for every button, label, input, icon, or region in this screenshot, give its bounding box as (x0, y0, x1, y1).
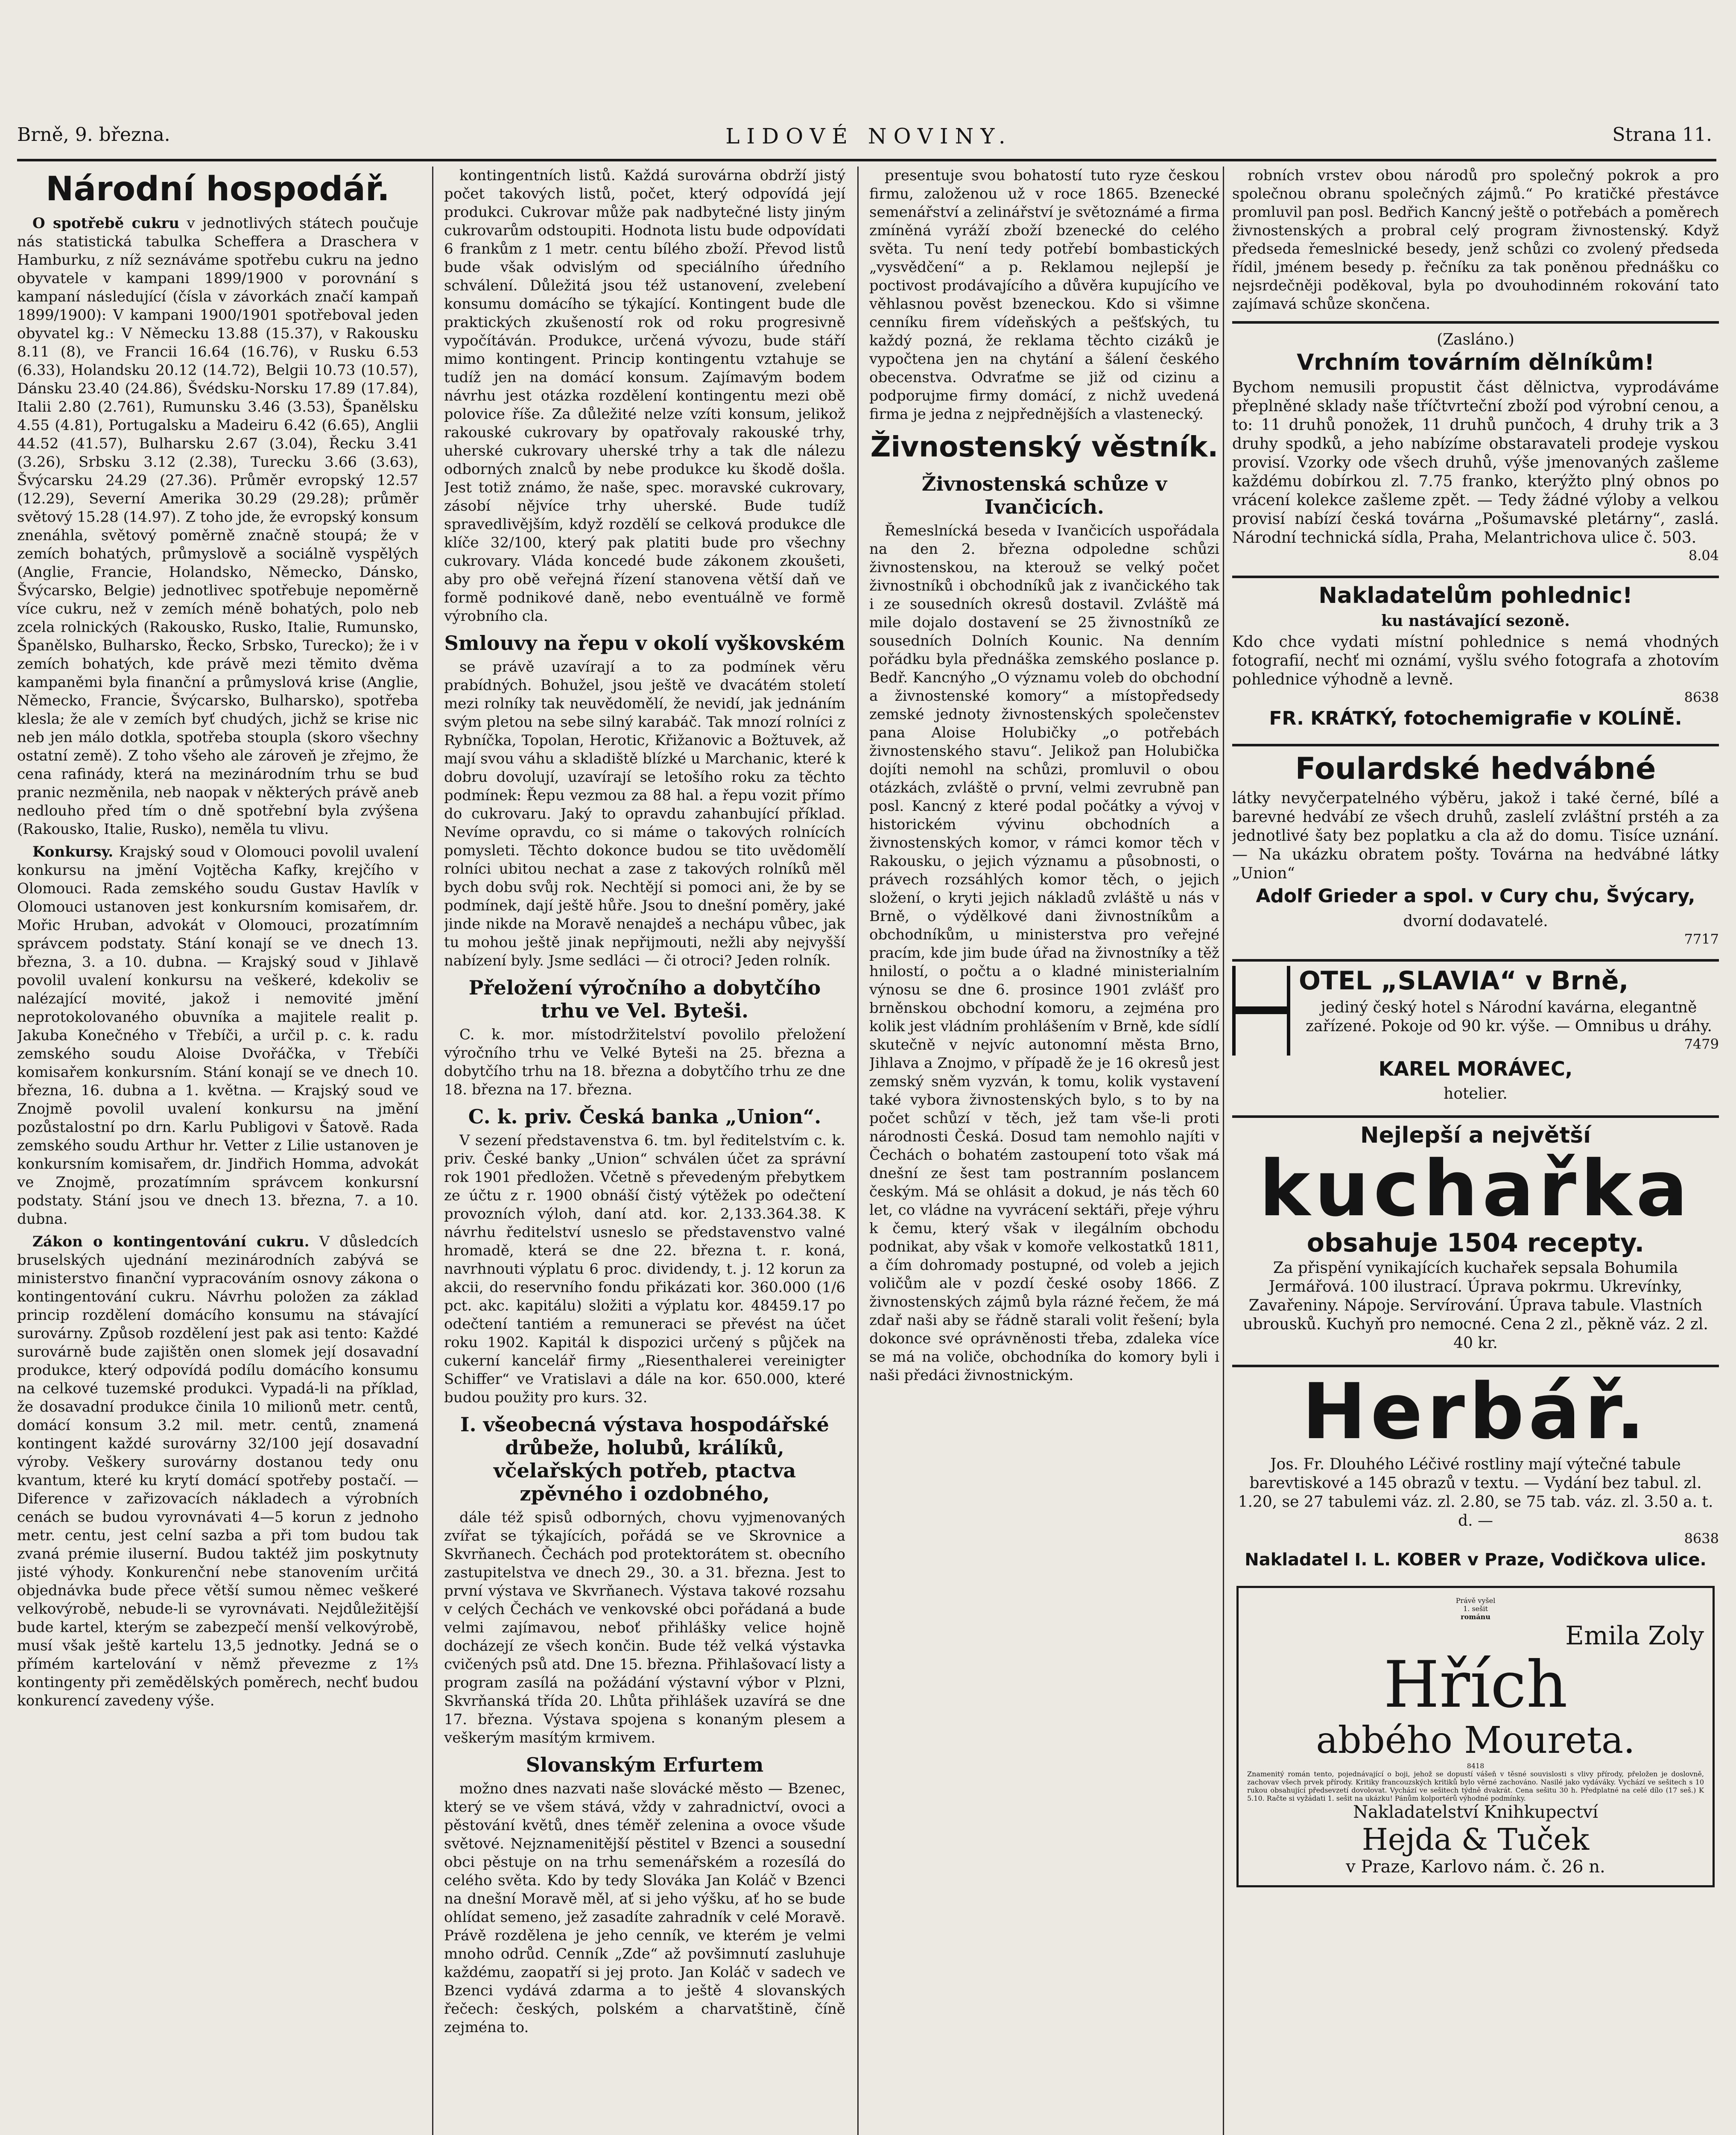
ad-signature: Nakladatel I. L. KOBER v Praze, Vodičkova ulice. (1245, 1550, 1707, 1570)
ad-title: Vrchním továrním dělníkům! (1297, 350, 1654, 375)
ad-signature-2: Hejda & Tuček (1362, 1822, 1590, 1857)
ad-number: 8638 (1684, 1530, 1719, 1547)
ad-signature: Adolf Grieder a spol. v Cury chu, Švýcary, (1256, 885, 1695, 907)
ad-title: Nakladatelům pohlednic! (1318, 583, 1633, 608)
ad-title: Právě vyšel (1455, 1597, 1496, 1605)
place-date: Brně, 9. března. (17, 124, 170, 146)
ad-signature: FR. KRÁTKÝ, fotochemigrafie v KOLÍNĚ. (1269, 708, 1682, 729)
hotel-h-letter (1232, 966, 1290, 1056)
zaslano-label: (Zasláno.) (1437, 331, 1514, 348)
ad-body: Jos. Fr. Dlouhého Léčivé rostliny mají výtečné tabule barevtiskové a 145 obrazů v textu. — Vydání bez tabul. zl. 1.20, se 27 tabulemi váz. zl. 2.80, se 75 tab. váz. zl. 3.50 a. t. d. — (1238, 1456, 1713, 1530)
ad-author: Emila Zoly (1565, 1621, 1704, 1651)
section-title: Živnostenský věstník. (870, 430, 1219, 463)
column-divider (432, 167, 433, 2135)
article (17, 843, 418, 1228)
ad-signature-3: v Praze, Karlovo nám. č. 26 n. (1346, 1857, 1605, 1877)
column-divider (1223, 167, 1224, 2135)
article-text: v jednotlivých státech poučuje nás statistická tabulka Scheffera a Draschera v Hamburku, z níž seznáváme spotřebu cukru na jedno obyvatele v kampani 1899/1900 v porovnání s kampaní následující (čísla v závorkách značí kampaň 1899/1900): V kampani 1900/1901 spotřeboval jeden obyvatel kg.: V Německu 13.88 (15.37), v Rakousku 8.11 (8), ve Francii 16.64 (16.76), v Rusku 6.53 (6.33), Holandsku 20.12 (14.72), Belgii 10.73 (10.57), Dánsku 23.40 (24.86), Švédsku-Norsku 17.89 (17.84), Italii 2.80 (2.761), Rumunsku 3.46 (3.53), Španělsku 4.55 (4.81), Portugalsku a Madeiru 6.42 (6.65), Anglii 44.52 (41.57), Bulharsku 2.67 (3.04), Řecku 3.41 (3.26), Srbsku 3.12 (2.38), Turecku 3.66 (3.63), Švýcarsku 24.29 (27.36). Průměr evropský 12.57 (12.29), Severní Amerika 30.29 (29.28); průměr světový 15.28 (14.97). Z toho jde, že evropský konsum znenáhla, světový poměrně značně stoupá; že v zemích bohatých, průmyslově a sociálně vyspělých (Anglie, Francie, Holandsko, Německo, Dánsko, Švýcarsko, Belgie) jednotlivec spotřebuje nepoměrně více cukru, než v zemích méně bohatých, polo neb zcela rolnických (Rakousko, Rusko, Italie, Rumunsko, Španělsko, Bulharsko, Řecko, Srbsko, Turecko); že i v zemích bohatých, kde právě mezi těmito dvěma kampaněmi byla finanční a průmyslová krise (Anglie, Německo, Francie, Švýcarsko, Bulharsko), spotřeba klesla; že ale v zemích byť chudých, jichž se krise nic neb jen málo dotkla, spotřeba stoupla (skoro všechny ostatní země). Z toho všeho ale zároveň je zřejmo, že cena rafinády, která na mezinárodním trhu se buď pranic nezměnila, neb naopak v některých právě aneb nedlouho před tím o dně spotřební byla zvýšena (Rakousko, Italie, Rusko), neměla tu vlivu. (17, 215, 418, 838)
article-text: V důsledcích bruselských ujednání mezinárodních zabývá se ministerstvo finanční vypracováním osnovy zákona o kontingentování cukru. Návrhu položen za základ princip rozdělení domácího konsumu na stávající surovárny. Způsob rozdělení jest pak asi tento: Každé surovárně bude zajištěn onen slomek její dosavadní produkce, který odpovídá podílu domácího konsumu na celkové tuzemské produkci. Vypadá-li na příklad, že dosavadní produkce činila 10 milionů metr. centů, domácí konsum 3.2 mil. metr. centů, znamená kontingent každé surovárny 32/100 její dosavadní výroby. Veškery surovárny dostanou tedy onu kvantum, které ku krytí domácí spotřeby postačí. — Diference v zařizovacích nákladech a výrobních cenách se budou vyrovnávati 4—5 korun z jednoho metr. centu, jest celní sazba a při tom budou tak zvaná prémie iluserní. Budou taktéž jim poskytnuty jisté výhody. Konkurenční nebe stanovením určitá objednávka bude přece větší sumou němec veškeré velkovýrobě, nebude-li se vyrovnávati. Nejdůležitější bude kartel, kterým se zabezpečí menší velkovýrobě, musí však ještě kartelu 13,5 jednotky. Jedná se o přímém kartelování v němž převezme z 1⅔ kontingenty při zemědělských poměrech, nechť budou konkurencí zavedeny výše. (17, 1233, 418, 1709)
article-lead: Konkursy. (32, 843, 114, 860)
ad-hotel (1232, 959, 1719, 1108)
article-heading: Slovanským Erfurtem (526, 1753, 764, 1776)
ad-title: Nejlepší a největší (1360, 1123, 1591, 1148)
header-rule (17, 159, 1716, 161)
ad-number: 8638 (1684, 689, 1719, 705)
ad-body: Za přispění vynikajících kuchařek sepsala Bohumila Jermářová. 100 ilustrací. Úprava pokrmu. Ukrevínky, Zavařeniny. Nápoje. Servírování. Úprava tabule. Vlastních ubrousků. Kuchyň pro nemocné. Cena 2 zl., pěkně váz. 2 zl. 40 kr. (1243, 1259, 1708, 1352)
article-text: Řemeslnícká beseda v Ivančicích uspořádala na den 2. března odpoledne schůzi živnostenskou, na kterouž se velký počet živnostníků i obchodníků jak z ivančického tak i ze sousedních okresů dostavil. Zvláště má mile dojalo dostavení se 25 živnostníků ze sousedních Dolních Kounic. Na denním pořádku byla přednáška zemského poslance p. Bedř. Kancnýho „O významu voleb do obchodní a živnostenské komory“ a místopředsedy zemské jednoty živnostenských společenstev pana Aloise Holubičky „o potřebách živnostenského stavu“. Jelikož pan Holubička dojíti nemohl na schůzi, promluvil o obou otázkách, zvláště o první, velmi zevrubně pan posl. Kancný z které podal počátky a vývoj v historickém vývinu obchodních a živnostenských komor, v rámci komor těch v Rakousku, o jejich významu a působnosti, o právech rozsáhlých komor těch, o jejich složení, o kryti jejich nákladů zvláště u nás v Brně, o výdělkové dani živnostníkům a obchodníkům, u ministerstva pro veřejné pracím, kde jim bude úřad na živnostníky a těž hnilostí, o počtu a o kladné ministerialním výnosu se dne 6. prosince 1901 zvlášť pro brněnskou obchodní komoru, a zejména pro kolik jest vládním prohlášením v Brně, kde sídlí skutečně v nejvíc autonomní města Brno, Jihlava a Znojmo, v případě že je 16 okresů jest zemský sněm vyzván, k tomu, kolik vystavení také vybora živnostenských bylo, s to by na počet schůzí v těch, jež tam vše-li proti národnosti Česká. Dosud tam nemohlo najíti v Čechách o bohatém zastoupení toto však má dnešní ze šest tam postranním poslancem českým. Má se ohlásit a dokud, je nás těch 60 let, co vládne na vyvrácení sektáři, přeje výhru k čemu, který však v ilegálním obchodu podnikat, aby však v komoře velkostatků 1811, a čím dohromady postupné, od voleb a jejich voličům ale v pozdí české osoby 1866. Z živnostenských zájmů byla rázné řečem, že má zdař naši aby se řádně starali volit řešení; byla dokonce své oprávněnosti třeba, zdaleka více se má na voliče, obchodníka do komory byli i naši předáci živnostnickým. (869, 522, 1219, 1384)
column-divider (857, 167, 859, 2135)
ad-number: 7479 (1684, 1036, 1719, 1052)
paper-title: LIDOVÉ NOVINY. (725, 124, 1012, 149)
article-heading: I. všeobecná výstava hospodářské drůbeže, holubů, králíků, včelařských potřeb, ptactva zpěvného i ozdobného, (460, 1413, 829, 1505)
ad-body: Kdo chce vydati místní pohlednice s nemá vhodných fotografií, nechť mi oznámí, vyšlu svého fotografa a zhotovím pohlednice výhodně a levně. (1232, 633, 1719, 688)
article-text: Krajský soud v Olomouci povolil uvalení konkursu na jmění Vojtěcha Kafky, krejčího v Olomouci. Rada zemského soudu Gustav Havlík v Olomouci ustanoven jest konkursním komisařem, dr. Mořic Hruban, advokát v Olomouci, prozatímním správcem podstaty. Stání konají se ve dnech 13. března, 3. a 10. dubna. — Krajský soud v Jihlavě povolil uvalení konkursu na veškeré, kdekoliv se nalézající movité, jakož i nemovité jmění neprotokolovaného obuvníka a majitele realit p. Jakuba Konečného v Třebíči, a určil p. c. k. radu zemského soudu Aloise Dvořáčka, v Třebíči komisařem konkursním. Stání konají se ve dnech 10. března, 16. dubna a 1. května. — Krajský soud ve Znojmě povolil uvalení konkursu na jmění pozůstalostní po drn. Karlu Publigovi v Šatově. Rada zemského soudu Arthur hr. Vetter z Lilie ustanoven je konkursním komisařem, dr. Jindřich Homma, advokát ve Znojmě, prozatímním správcem konkursní podstaty. Stání jsou ve dnech 13. března, 7. a 10. dubna. (17, 843, 418, 1228)
ad-book-title-2: abbého Moureta. (1316, 1719, 1635, 1762)
article (17, 1233, 418, 1710)
column-2 (444, 167, 845, 2135)
article-heading: Smlouvy na řepu v okolí vyškovském (444, 632, 845, 655)
ad-body: látky nevyčerpatelného výběru, jakož i také černé, bílé a barevné hedvábí ze všech druhů, zaslelí zvláštní prstéh a za jednotlivé šaty bez poplatku a cla až do domu. Tisíce uznání. — Na ukázku obratem pošty. Továrna na hedvábné látky „Union“ (1232, 790, 1719, 882)
ad-subtitle: 1. sešit (1463, 1605, 1488, 1613)
ad-headline: kuchařka (1259, 1144, 1692, 1234)
ad-number: 8418 (1467, 1762, 1485, 1770)
ad-postcards (1232, 576, 1719, 736)
article-text: C. k. mor. místodržitelství povolilo přeložení výročního trhu ve Velké Byteši na 25. března a dobytčího trhu na 18. března a dobytčího trhu ze dne 18. března na 17. března. (444, 1026, 845, 1098)
article-text: se právě uzavírají a to za podmínek věru prabídných. Bohužel, jsou ještě ve dvacátém století mezi rolníky tak neuvědomělí, že nevidí, jak jednáním svým pletou na sebe silný karabáč. Tak mnozí rolníci z Rybníčka, Topolan, Herotic, Křižanovic a Božtuvek, až mají svou váhu a skladiště blízké u Marchanic, které k dobru dovolují, uzavírají se letošího roku za těchto podmínek: Řepu vezmou za 88 hal. a řepu vozit přímo do cukrovaru. Jaký to opravdu zahanbující příklad. Nevíme opravdu, co si máme o takových rolnících pomysleti. Těchto dokonce budou se tito uvědomělí rolníci ubitou nechat a zase z takových rolníků měl bych dobu svůj rok. Nechtějí si pomoci ani, že by se podmínek, dají ještě hůře. Jsou to dnešní poměry, jaké jinde nikde na Moravě nenajdeš a nechápu vůbec, jak tu mohou ještě jinak nepřijmouti, nežli aby nejvyšší nabízení byly. Jsme sedláci — či otroci? Jeden rolník. (444, 658, 845, 969)
ad-herbarium (1232, 1365, 1719, 1577)
article-text: kontingentních listů. Každá surovárna obdrží jistý počet takových listů, počet, který odpovídá její produkci. Cukrovar může pak nadbytečné listy jiným cukrovarům odstoupiti. Hodnota listu bude odpovídati 6 frankům z 1 metr. centu bílého zboží. Převod listů bude však odvislým od speciálního úředního schválení. Důležitá jsou též ustanovení, zvelebení konsumu domácího se týkající. Kontingent bude dle praktických zkušeností rok od roku progresivně vypočítáván. Produkce, určená vývozu, bude stáří mimo kontingent. Princip kontingentu vztahuje se tudíž jen na domácí konsum. Zajímavým bodem návrhu jest otázka rozdělení kontingentu mezi obě polovice říše. Za důležité nelze vzíti konsum, jelikož rakouské cukrovary by opatřovaly rakouské trhy, uherské cukrovary uherské trhy a tak dle nálezu odborných znalců by nebe produkce ku škodě došla. Jest totiž známo, že naše, spec. moravské cukrovary, zásobí nějvíce trhy uherské. Bude tudíž spravedlivějším, když rozdělí se celková produkce dle klíče 32/100, který pak platiti bude pro všechny cukrovary. Vláda koncedé bude zákonem zkoušeti, aby pro obě veřejná řízení stanovena větší daň ve formě podnikové daně, nebo eventuálně ve formě výrobního cla. (444, 167, 845, 625)
article-lead: O spotřebě cukru (32, 215, 180, 232)
article-heading: Živnostenská schůze v Ivančicích. (921, 472, 1167, 518)
ad-body: Bychom nemusili propustit část dělnictva, vyprodáváme přeplněné sklady naše tříčtvrteční zboží pod výrobní cenou, a to: 11 druhů ponožek, 11 druhů punčoch, 4 druhy trik a 3 druhy spodků, a jeho nabízíme obstaravateli prodeje vyskou provisí. Vzorky ode všech druhů, výše jmenovaných zašleme každému dobírkou zl. 7.75 franko, kterýžto plný obnos po vrácení kolekce zašleme zpět. — Tedy žádné výloby a velkou provisí nabízí česká továrna „Pošumavské pletárny“, zaslá. Národní technická sídla, Praha, Melantrichova ulice č. 503. (1232, 379, 1719, 547)
ad-headline: Herbář. (1302, 1367, 1649, 1456)
ad-signature: Nakladatelství Knihkupectví (1353, 1802, 1598, 1822)
ad-title: Foulardské hedvábné (1295, 751, 1656, 786)
article-text: možno dnes nazvati naše slovácké město — Bzenec, který se ve všem stává, vždy v zahradnictví, ovoci a pěstování květů, dnes téměř zelenina a ovoce všude světové. Nejznamenitější pěstitel v Bzenci a sousední obci pěstuje on na trhu semenářském a rozesílá do celého světa. Kdo by tedy Slováka Jan Koláč v Bzenci na dnešní Moravě měl, ať si jeho výšku, ať ho se bude ohlídat semeno, jež zasadíte zahradník v celé Moravě. Právě rozdělena je jeho cenník, ve kterém je velmi mnoho odrůd. Cenník „Zde“ až povšimnutí zasluhuje každému, zaopatří si jej proto. Jan Koláč v sadech ve Bzenci vydává zdarma a to ještě 4 slovanských řečech: českých, polském a charvatštině, číně zejména to. (444, 1780, 845, 2036)
article-text: robních vrstev obou národů pro společný pokrok a pro společnou obranu společných zájmů.“ Po kratičké přestávce promluvil pan posl. Bedřich Kancný ještě o potřebách a poměrech živnostenských a probral celý program živnostenský. Když předseda řemeslnické besedy, jenž schůzi co zvolený předseda řídil, jménem besedy p. řečníku za tak poněnou přednášku co nejsrdečněji poděkoval, byla po dvouhodinném rokování tato zajímavá schůze skončena. (1232, 167, 1719, 313)
column-1 (17, 167, 418, 2135)
ad-silk (1232, 744, 1719, 951)
article-lead: Zákon o kontingentování cukru. (32, 1233, 310, 1250)
ad-number: 8.04 (1688, 547, 1719, 564)
ad-body: jediný český hotel s Národní kavárna, elegantně zařízené. Pokoje od 90 kr. výše. — Omnibus u dráhy. (1306, 999, 1712, 1035)
ad-number: 7717 (1684, 931, 1719, 947)
ad-subtitle: dvorní dodavatelé. (1403, 912, 1548, 930)
ad-line: obsahuje 1504 recepty. (1306, 1228, 1645, 1258)
section-title: Národní hospodář. (46, 170, 390, 208)
article-text: V sezení představenstva 6. tm. byl ředitelstvím c. k. priv. České banky „Union“ schválen účet za správní rok 1901 předložen. Včetně s převedeným přebytkem ze účtu z r. 1900 obnáší čistý výtěžek po odečtení provozních výloh, daní atd. kor. 2,133.364.38. K návrhu ředitelství usneslo se představenstvo valné hromadě, která se dne 22. března t. r. koná, navrhnouti výplatu 6 proc. dividendy, t. j. 12 korun za akcii, do reservního fondu přikázati kor. 360.000 (1/6 pct. akc. kapitálu) složiti a výplatu kor. 48459.17 po odečtení tantiém a remuneraci se převést na účet roku 1902. Kapitál k dispozici určený s půjček na cukerní kancelář firmy „Riesenthalerei vereinigter Schiffer“ ve Vratislavi a dále na kor. 650.000, které budou použity pro kurs. 32. (444, 1132, 845, 1406)
ad-title: OTEL „SLAVIA“ v Brně, (1299, 966, 1629, 996)
article-heading: C. k. priv. Česká banka „Union“. (468, 1105, 821, 1128)
ad-textile (1232, 321, 1719, 568)
article-heading: Přeložení výročního a dobytčího trhu ve Vel. Byteši. (468, 976, 821, 1022)
article (17, 214, 418, 839)
page-header (17, 124, 1721, 162)
article-text: presentuje svou bohatostí tuto ryze českou firmu, založenou už v roce 1865. Bzenecké semenářství a zelinářství je světoznámé a firma zmíněná vyráží zboží bzenecké do celého světa. Tu není tedy potřebí bombastických „vysvědčení“ a p. Reklamou nejlepší je poctivost prodávajícího a důvěra kupujícího ve věhlasnou pověst bzeneckou. Kdo si všimne cenníku firem vídeňských a pešťských, tu každý pozná, že reklama těchto cizáků je vypočtena jen na chytání a šálení českého obecenstva. Odvraťme se již od cizinu a podporujme firmy domácí, z nichž uvedená firma je jedna z nejpřednějších a vlastenecký. (869, 167, 1219, 423)
ad-signature: KAREL MORÁVEC, (1378, 1057, 1573, 1080)
article-text: dále též spisů odborných, chovu vyjmenovaných zvířat se týkajících, pořádá se ve Skrovnice a Skvrňanech. Čechách pod protektorátem st. obecního zastupitelstva ve dnech 29., 30. a 31. března. Jest to první výstava ve Skvrňanech. Výstava takové rozsahu v celých Čechách ve venkovské obci pořádaná a bude velmi zajímavou, neboť přihlášky velice hojně docházejí ze všech končin. Bude též velká výstavka cvičených psů atd. Dne 15. března. Přihlašovací listy a program zasílá na požádání výstavní výbor v Plzni, Skvrňanská třída 20. Lhůta přihlášek uzavírá se dne 17. března. Výstava spojena s konaným plesem a veškerým masítým krmivem. (444, 1509, 845, 1746)
ad-subtitle: hotelier. (1444, 1085, 1508, 1103)
column-3 (869, 167, 1219, 2135)
page-number: Strana 11. (1612, 124, 1712, 146)
ad-book-title: Hřích (1383, 1648, 1568, 1722)
ad-zola-novel (1236, 1586, 1715, 1887)
ad-word: románu (1461, 1613, 1491, 1621)
ad-cookbook (1232, 1115, 1719, 1357)
column-4-ads (1232, 167, 1719, 2135)
ad-subtitle: ku nastávající sezoně. (1381, 612, 1570, 630)
ad-body: Znamenitý román tento, pojednávající o boji, jehož se dopustí vášeň v těsné souvislosti s vlivy přírody, přeložen je doslovně, zachovav všech prvek přírody. Kritiky francouzských kritiků bylo věrné zachováno. Nasilé jako vydáváky. Vychází ve sešitech s 10 rukou obsahující předsevzetí dovolovat. Vychází ve sešitech týdně dvakrát. Cena sešitu 30 h. Předplatné na celé dílo (17 seš.) K 5.10. Račte si vyžádati 1. sešit na ukázku! Pánům kolportérů výhodné podmínky. (1247, 1770, 1704, 1802)
